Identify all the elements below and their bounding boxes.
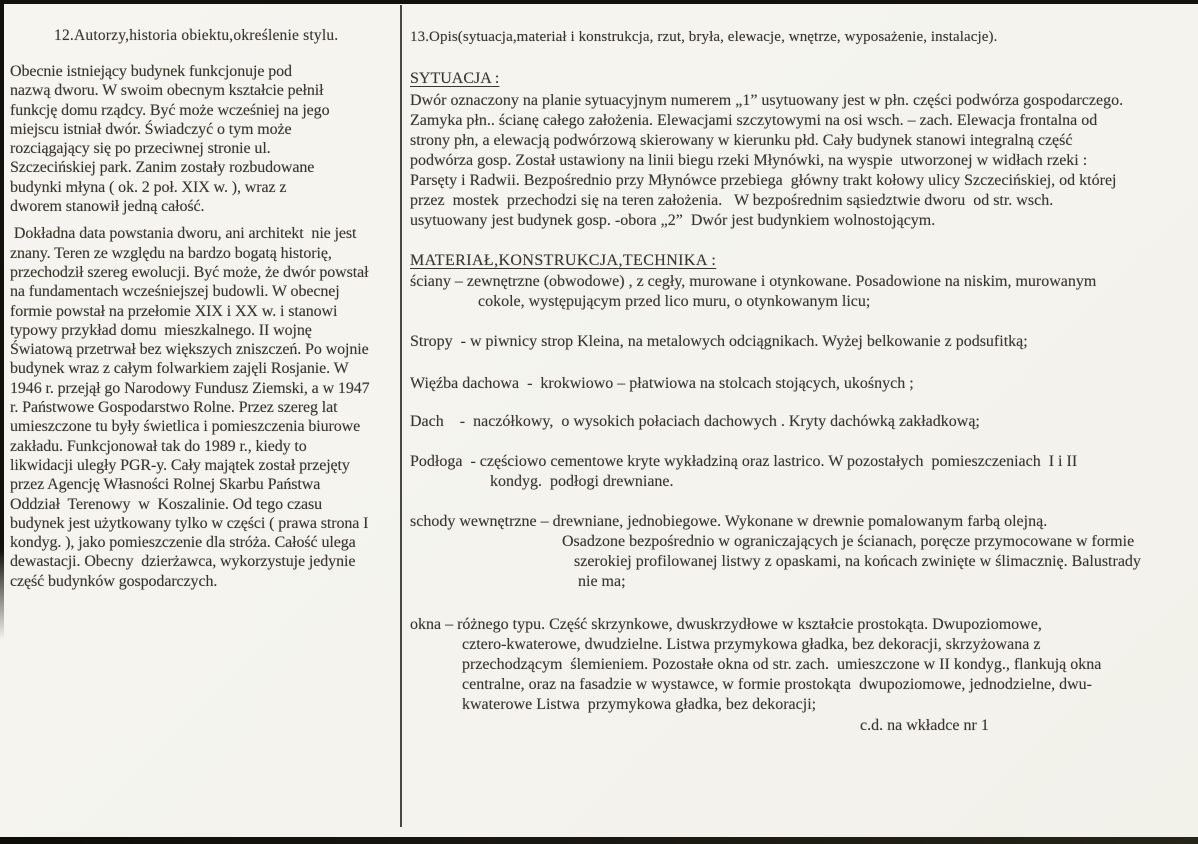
text-line: okna – różnego typu. Część skrzynkowe, dwuskrzydłowe w kształcie prostokąta. Dwupoziomowe,	[410, 616, 1042, 633]
text-line: dewastacji. Obecny dzierżawca, wykorzystuje jedynie	[10, 553, 356, 571]
text-line: cztero-kwaterowe, dwudzielne. Listwa przymykowa gładka, bez dekoracji, skrzyżowana z	[410, 636, 1041, 653]
material-item-roof	[410, 412, 1196, 432]
text-line: część budynków gospodarczych.	[10, 572, 218, 590]
material-item-stairs	[410, 512, 1196, 592]
text-line: na fundamentach wcześniejszej budowli. W obecnej	[10, 283, 340, 301]
text-line: cokole, występującym przed lico muru, o otynkowanym licu;	[410, 293, 871, 310]
text-line: Więźba dachowa - krokwiowo – płatwiowa na stolcach stojących, ukośnych ;	[410, 375, 914, 392]
section-12-heading: 12.Autorzy,historia obiektu,określenie stylu.	[54, 27, 339, 44]
text-line: przez mostek przechodzi się na teren założenia. W bezpośrednim sąsiedztwie dworu od str. wsch.	[410, 192, 1054, 209]
section-13-heading: 13.Opis(sytuacja,materiał i konstrukcja, rzut, bryła, elewacje, wnętrze, wyposażenie, instalacje).	[410, 29, 998, 45]
right-column	[410, 0, 1196, 736]
text-line: 1946 r. przejął go Narodowy Fundusz Ziemski, a w 1947	[10, 379, 370, 397]
text-line: strony płn, a elewacją podwórzową skierowany w kierunku płd. Cały budynek stanowi integralną część	[410, 132, 1073, 149]
history-paragraph-1	[10, 62, 398, 216]
text-line: Dokładna data powstania dworu, ani architekt nie jest	[10, 225, 357, 243]
scan-edge-bottom	[0, 837, 1198, 844]
text-line: funkcję domu rządcy. Być może wcześniej na jego	[10, 101, 330, 119]
text-line: Szczecińskiej park. Zanim zostały rozbudowane	[10, 159, 315, 177]
text-line: schody wewnętrzne – drewniane, jednobiegowe. Wykonane w drewnie pomalowanym farbą olejną.	[410, 513, 1048, 530]
material-item-ceilings	[410, 332, 1196, 352]
text-line: Oddział Terenowy w Koszalinie. Od tego czasu	[10, 495, 323, 513]
history-paragraph-2	[10, 224, 398, 591]
text-line: zakładu. Funkcjonował tak do 1989 r., kiedy to	[10, 437, 307, 455]
text-line: Obecnie istniejący budynek funkcjonuje pod	[10, 63, 292, 80]
text-line: budynek wraz z całym folwarkiem zajęli Rosjanie. W	[10, 360, 349, 378]
text-line: przez Agencję Własności Rolnej Skarbu Państwa	[10, 476, 321, 494]
text-line: rozciągający się po przeciwnej stronie ul.	[10, 140, 271, 158]
situation-paragraph	[410, 91, 1196, 231]
text-line: Stropy - w piwnicy strop Kleina, na metalowych odciągnikach. Wyżej belkowanie z podsufitką;	[410, 333, 1028, 350]
material-construction-title: MATERIAŁ,KONSTRUKCJA,TECHNIKA :	[410, 252, 717, 269]
column-divider	[400, 5, 402, 827]
text-line: likwidacji uległy PGR-y. Cały majątek został przejęty	[10, 456, 350, 474]
text-line: formie powstał na przełomie XIX i XX w. i stanowi	[10, 302, 338, 320]
text-line: szerokiej profilowanej listwy z opaskami, na końcach zwinięte w ślimacznię. Balustrady	[410, 553, 1141, 570]
situation-title: SYTUACJA :	[410, 70, 500, 87]
material-item-floor	[410, 452, 1196, 492]
left-column	[10, 0, 398, 591]
text-line: znany. Teren ze względu na bardzo bogatą historię,	[10, 244, 332, 262]
text-line: kwaterowe Listwa przymykowa gładka, bez dekoracji;	[410, 696, 817, 713]
text-line: umieszczone tu były świetlica i pomieszczenia biurowe	[10, 418, 361, 436]
material-item-windows	[410, 615, 1196, 715]
text-line: kondyg. ), jako pomieszczenie dla stróża. Całość ulega	[10, 534, 356, 552]
text-line: Dwór oznaczony na planie sytuacyjnym numerem „1” usytuowany jest w płn. części podwórza gospodarczego.	[410, 92, 1124, 109]
text-line: Osadzone bezpośrednio w ograniczających je ścianach, poręcze przymocowane w formie	[410, 533, 1135, 550]
text-line: r. Państwowe Gospodarstwo Rolne. Przez szereg lat	[10, 399, 338, 417]
text-line: kondyg. podłogi drewniane.	[410, 473, 674, 490]
text-line: Dach - naczółkowy, o wysokich połaciach dachowych . Kryty dachówką zakładkową;	[410, 413, 980, 430]
text-line: budynek jest użytkowany tylko w części ( prawa strona I	[10, 514, 369, 532]
scan-edge-left	[0, 0, 4, 640]
text-line: dworem stanowił jedną całość.	[10, 198, 205, 216]
text-line: Podłoga - częściowo cementowe kryte wykładziną oraz lastrico. W pozostałych pomieszczeniach I i II	[410, 453, 1078, 470]
text-line: przechodził szereg ewolucji. Być może, że dwór powstał	[10, 263, 369, 281]
continuation-note: c.d. na wkładce nr 1	[860, 717, 989, 734]
material-item-walls	[410, 272, 1196, 312]
text-line: Zamyka płn.. ścianę całego założenia. Elewacjami szczytowymi na osi wsch. – zach. Elewacja frontalna od	[410, 112, 1098, 129]
text-line: ściany – zewnętrzne (obwodowe) , z cegły, murowane i otynkowane. Posadowione na niskim, murowanym	[410, 273, 1097, 290]
text-line: typowy przykład domu mieszkalnego. II wojnę	[10, 321, 312, 339]
text-line: podwórza gosp. Został ustawiony na linii biegu rzeki Młynówki, na wyspie utworzonej w widłach rzeki :	[410, 152, 1088, 169]
text-line: budynki młyna ( ok. 2 poł. XIX w. ), wraz z	[10, 178, 287, 196]
text-line: nie ma;	[410, 573, 626, 590]
text-line: przechodzącym ślemieniem. Pozostałe okna od str. zach. umieszczone w II kondyg., flankują okna	[410, 656, 1102, 673]
text-line: Parsęty i Radwii. Bezpośrednio przy Młynówce przebiega główny trakt kołowy ulicy Szczecińskiej, od której	[410, 172, 1117, 189]
text-line: nazwą dworu. W swoim obecnym kształcie pełnił	[10, 82, 324, 100]
text-line: Światową przetrwał bez większych zniszczeń. Po wojnie	[10, 341, 369, 359]
text-line: centralne, oraz na fasadzie w wystawce, w formie prostokąta dwupoziomowe, jednodzielne, dwu-	[410, 676, 1092, 693]
material-item-roof-truss	[410, 374, 1196, 394]
text-line: usytuowany jest budynek gosp. -obora „2” Dwór jest budynkiem wolnostojącym.	[410, 212, 936, 229]
text-line: miejscu istniał dwór. Świadczyć o tym może	[10, 120, 292, 138]
